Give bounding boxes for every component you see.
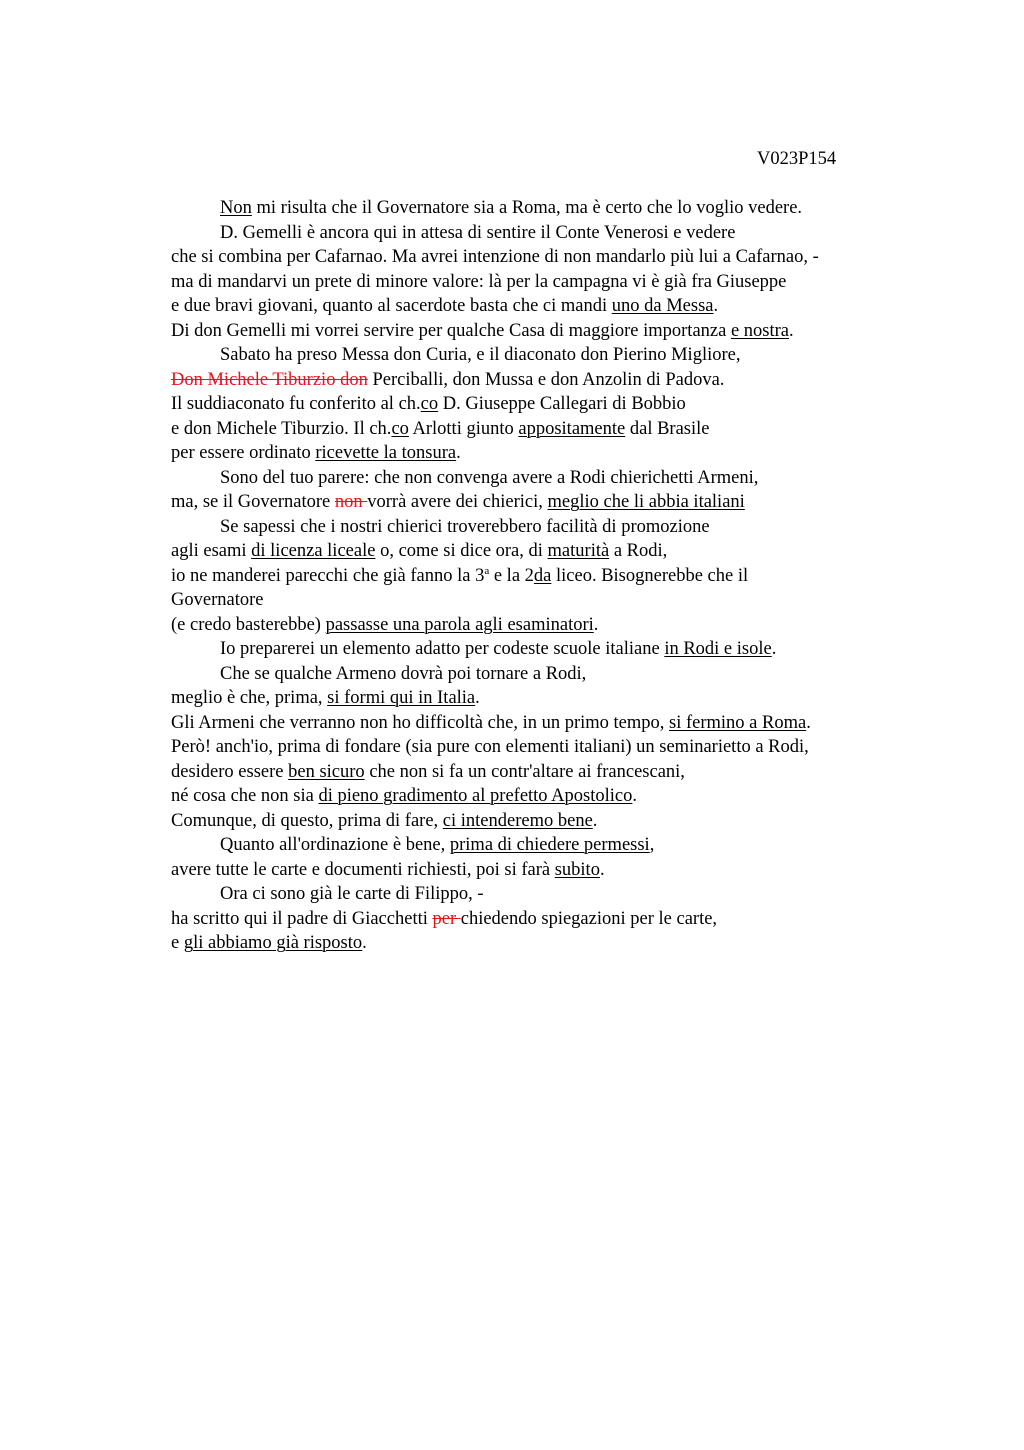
text-line bbox=[171, 466, 931, 491]
text-line bbox=[171, 564, 931, 589]
text-line bbox=[171, 368, 931, 393]
underlined-text: Non bbox=[220, 198, 252, 218]
text-segment: Ora ci sono già le carte di Filippo, - bbox=[220, 884, 484, 904]
text-segment: Perciballi, don Mussa e don Anzolin di Padova. bbox=[367, 369, 725, 390]
underlined-text: ci intenderemo bene bbox=[442, 810, 593, 831]
text-segment: chiedendo spiegazioni per le carte, bbox=[460, 908, 718, 929]
text-segment: che non si fa un contr'altare ai francescani, bbox=[364, 761, 685, 782]
text-segment: vorrà avere dei chierici, bbox=[367, 492, 548, 512]
text-line bbox=[171, 343, 931, 368]
underlined-text: prima di chiedere permessi bbox=[449, 835, 650, 855]
text-segment: agli esami bbox=[171, 541, 252, 561]
text-segment: . bbox=[713, 296, 719, 316]
text-line bbox=[171, 735, 931, 760]
text-segment: meglio è che, prima, bbox=[171, 688, 328, 708]
text-line bbox=[171, 711, 931, 736]
text-segment: che si combina per Cafarnao. Ma avrei intenzione di non mandarlo più lui a Cafarnao, - bbox=[171, 247, 819, 267]
underlined-text: maturità bbox=[547, 541, 610, 561]
text-line bbox=[171, 270, 931, 295]
text-segment: . bbox=[475, 688, 480, 708]
text-segment: Arlotti giunto bbox=[408, 418, 519, 439]
text-line bbox=[171, 833, 931, 858]
text-segment: liceo. Bisognerebbe che il bbox=[551, 565, 749, 586]
text-line bbox=[171, 196, 931, 221]
page-identifier: V023P154 bbox=[757, 149, 837, 169]
text-line bbox=[171, 490, 931, 515]
text-segment: . bbox=[592, 810, 598, 831]
letter-body bbox=[171, 196, 931, 956]
text-segment: ma di mandarvi un prete di minore valore: là per la campagna vi è già fra Giuseppe bbox=[171, 271, 787, 292]
text-segment: Che se qualche Armeno dovrà poi tornare a Rodi, bbox=[220, 663, 587, 684]
text-segment: o, come si dice ora, di bbox=[375, 541, 548, 561]
text-line bbox=[171, 319, 931, 344]
text-segment: (e credo basterebbe) bbox=[171, 614, 326, 635]
text-segment: . bbox=[789, 320, 794, 341]
superscript-text: a bbox=[484, 564, 490, 577]
text-line bbox=[171, 686, 931, 711]
deleted-text: non bbox=[334, 492, 368, 512]
text-segment: e la 2 bbox=[489, 565, 534, 586]
text-segment: per essere ordinato bbox=[171, 443, 316, 463]
text-line bbox=[171, 858, 931, 883]
underlined-text: gli abbiamo già risposto bbox=[183, 933, 363, 953]
text-line bbox=[171, 882, 931, 907]
text-segment: Io preparerei un elemento adatto per codeste scuole italiane bbox=[220, 639, 665, 659]
text-segment: Comunque, di questo, prima di fare, bbox=[171, 810, 443, 831]
text-segment: , bbox=[649, 835, 655, 855]
underlined-text: passasse una parola agli esaminatori bbox=[325, 614, 594, 635]
text-segment: Il suddiaconato fu conferito al ch. bbox=[171, 394, 421, 414]
text-line bbox=[171, 417, 931, 442]
text-segment: . bbox=[362, 933, 367, 953]
deleted-text: Don Michele Tiburzio don bbox=[171, 369, 368, 390]
text-line bbox=[171, 637, 931, 662]
underlined-text: co bbox=[391, 418, 409, 439]
text-segment: e bbox=[171, 933, 184, 953]
text-line bbox=[171, 294, 931, 319]
underlined-text: subito bbox=[554, 859, 600, 880]
text-line bbox=[171, 441, 931, 466]
text-segment: né cosa che non sia bbox=[171, 786, 319, 806]
text-segment: D. Gemelli è ancora qui in attesa di sentire il Conte Venerosi e vedere bbox=[220, 222, 736, 243]
text-segment: mi risulta che il Governatore sia a Roma, ma è certo che lo voglio vedere. bbox=[251, 198, 803, 218]
underlined-text: da bbox=[533, 565, 552, 586]
text-segment: avere tutte le carte e documenti richiesti, poi si farà bbox=[171, 859, 555, 880]
underlined-text: di licenza liceale bbox=[251, 541, 376, 561]
text-segment: dal Brasile bbox=[625, 418, 710, 439]
text-line bbox=[171, 539, 931, 564]
text-segment: ha scritto qui il padre di Giacchetti bbox=[171, 908, 433, 929]
text-line bbox=[171, 392, 931, 417]
text-line bbox=[171, 931, 931, 956]
text-line bbox=[171, 515, 931, 540]
text-segment: . bbox=[771, 639, 777, 659]
text-segment: Sabato ha preso Messa don Curia, e il diaconato don Pierino Migliore, bbox=[220, 345, 741, 365]
text-segment: Gli Armeni che verranno non ho difficoltà che, in un primo tempo, bbox=[171, 712, 670, 733]
text-segment: . bbox=[599, 859, 605, 880]
text-segment: D. Giuseppe Callegari di Bobbio bbox=[438, 394, 686, 414]
text-segment: io ne manderei parecchi che già fanno la 3 bbox=[171, 565, 485, 586]
text-segment: . bbox=[806, 712, 811, 733]
deleted-text: per bbox=[432, 908, 461, 929]
underlined-text: uno da Messa bbox=[611, 296, 714, 316]
text-segment: e due bravi giovani, quanto al sacerdote basta che ci mandi bbox=[171, 296, 612, 316]
underlined-text: appositamente bbox=[518, 418, 626, 439]
underlined-text: ben sicuro bbox=[288, 761, 365, 782]
text-segment: desidero essere bbox=[171, 761, 289, 782]
underlined-text: in Rodi e isole bbox=[664, 639, 772, 659]
text-segment: Però! anch'io, prima di fondare (sia pure con elementi italiani) un seminarietto a Rodi, bbox=[171, 737, 809, 757]
text-line bbox=[171, 907, 931, 932]
underlined-text: meglio che li abbia italiani bbox=[547, 492, 745, 512]
underlined-text: si fermino a Roma bbox=[669, 712, 807, 733]
text-line bbox=[171, 662, 931, 687]
text-segment: Se sapessi che i nostri chierici troverebbero facilità di promozione bbox=[220, 516, 710, 537]
underlined-text: si formi qui in Italia bbox=[327, 688, 476, 708]
text-segment: Sono del tuo parere: che non convenga avere a Rodi chierichetti Armeni, bbox=[220, 467, 759, 488]
underlined-text: ricevette la tonsura bbox=[315, 443, 457, 463]
text-segment: . bbox=[632, 786, 637, 806]
text-line bbox=[171, 613, 931, 638]
text-segment: . bbox=[593, 614, 599, 635]
underlined-text: di pieno gradimento al prefetto Apostolico bbox=[318, 786, 633, 806]
text-segment: a Rodi, bbox=[609, 541, 668, 561]
text-segment: . bbox=[456, 443, 461, 463]
text-segment: Di don Gemelli mi vorrei servire per qualche Casa di maggiore importanza bbox=[171, 320, 731, 341]
text-segment: Quanto all'ordinazione è bene, bbox=[220, 835, 450, 855]
text-line bbox=[171, 588, 931, 613]
text-line bbox=[171, 784, 931, 809]
text-line bbox=[171, 809, 931, 834]
text-line bbox=[171, 221, 931, 246]
underlined-text: e nostra bbox=[730, 320, 790, 341]
text-line bbox=[171, 245, 931, 270]
text-segment: Governatore bbox=[171, 590, 264, 610]
underlined-text: co bbox=[420, 394, 439, 414]
text-segment: ma, se il Governatore bbox=[171, 492, 335, 512]
text-segment: e don Michele Tiburzio. Il ch. bbox=[171, 418, 392, 439]
text-line bbox=[171, 760, 931, 785]
